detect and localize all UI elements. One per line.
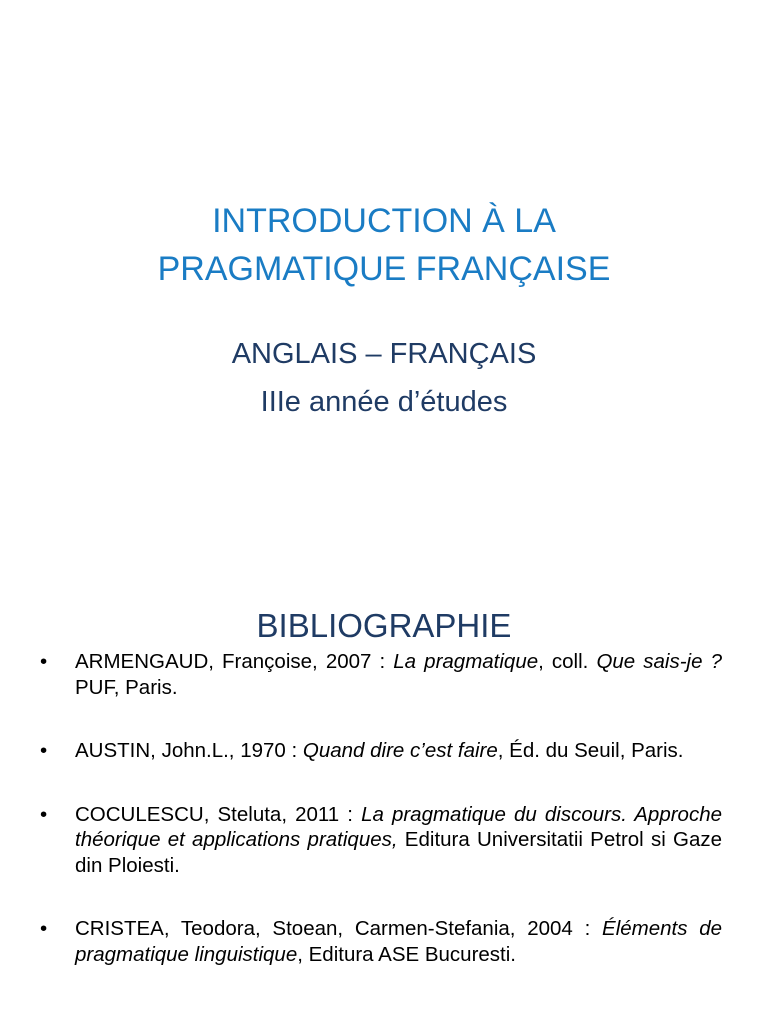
entry-series: Que sais-je ? — [596, 650, 722, 673]
title-line-2: PRAGMATIQUE FRANÇAISE — [157, 250, 611, 288]
entry-publisher: Editura Universitatii Petrol si Gaze din Ploiesti. — [75, 828, 722, 877]
list-item — [40, 916, 722, 967]
entry-title: Éléments de pragmatique linguistique — [75, 917, 723, 966]
entry-author: COCULESCU, Steluta, 2011 : — [75, 802, 362, 826]
entry-title: Quand dire c’est faire — [302, 739, 498, 762]
bibliography-slide — [0, 512, 768, 1024]
subtitle-line-1: ANGLAIS – FRANÇAIS — [231, 338, 537, 370]
entry-author: CRISTEA, Teodora, Stoean, Carmen-Stefania, 2004 : — [75, 917, 603, 940]
page-title — [0, 197, 768, 293]
entry-text: , coll. — [538, 650, 597, 673]
entry-publisher: PUF, Paris. — [75, 675, 178, 699]
bibliography-list — [40, 649, 722, 1005]
bullet-icon: • — [40, 739, 48, 762]
subtitle — [0, 330, 768, 426]
bullet-icon: • — [40, 917, 48, 940]
entry-publisher: , Éd. du Seuil, Paris. — [497, 739, 684, 762]
entry-publisher: , Editura ASE Bucuresti. — [297, 942, 517, 966]
bullet-icon: • — [40, 802, 48, 826]
subtitle-line-2: IIIe année d’études — [260, 386, 508, 418]
entry-author: ARMENGAUD, Françoise, 2007 : — [75, 650, 394, 673]
title-line-1: INTRODUCTION À LA — [212, 202, 556, 240]
list-item — [40, 738, 722, 764]
bibliography-heading: BIBLIOGRAPHIE — [256, 607, 512, 644]
list-item — [40, 802, 722, 879]
entry-author: AUSTIN, John.L., 1970 : — [75, 739, 303, 762]
entry-title: La pragmatique du discours. Approche théorique et applications pratiques, — [75, 802, 722, 851]
entry-title: La pragmatique — [393, 650, 539, 673]
list-item — [40, 649, 722, 700]
bullet-icon: • — [40, 650, 48, 673]
